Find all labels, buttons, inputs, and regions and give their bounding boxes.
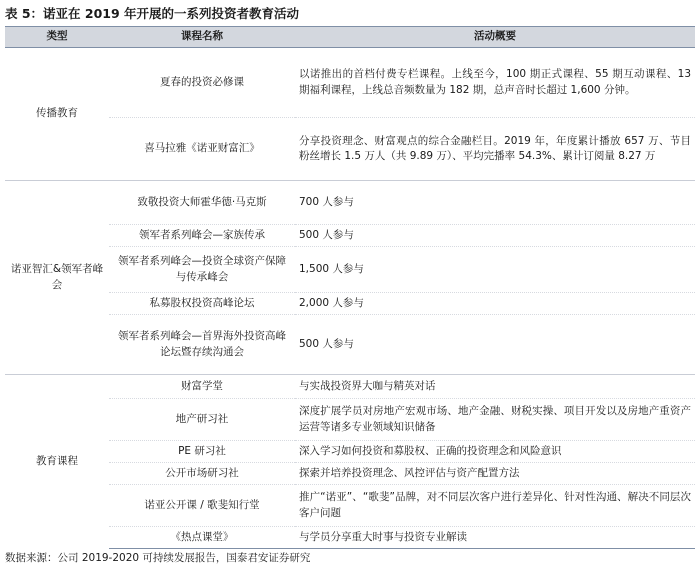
course-cell: 领军者系列峰会—首界海外投资高峰论坛暨存续沟通会 [109, 315, 295, 375]
desc-cell: 2,000 人参与 [295, 293, 695, 315]
course-cell: 致敬投资大师霍华德·马克斯 [109, 181, 295, 225]
course-cell: 地产研习社 [109, 399, 295, 441]
table-row [5, 441, 695, 463]
table-title: 表 5：诺亚在 2019 年开展的一系列投资者教育活动 [5, 6, 300, 21]
desc-cell: 500 人参与 [295, 225, 695, 247]
table-row [5, 485, 695, 527]
desc-cell: 500 人参与 [295, 315, 695, 375]
header-type: 类型 [5, 27, 109, 48]
course-cell: 财富学堂 [109, 375, 295, 399]
course-cell: 《热点课堂》 [109, 527, 295, 549]
course-cell: PE 研习社 [109, 441, 295, 463]
desc-cell: 深入学习如何投资和募股权、正确的投资理念和风险意识 [295, 441, 695, 463]
type-cell: 诺亚智汇&领军者峰会 [5, 181, 109, 375]
type-cell: 教育课程 [5, 375, 109, 549]
table-row [5, 399, 695, 441]
desc-cell: 1,500 人参与 [295, 247, 695, 293]
course-cell: 公开市场研习社 [109, 463, 295, 485]
course-cell: 领军者系列峰会—家族传承 [109, 225, 295, 247]
table-row [5, 375, 695, 399]
desc-cell: 推广“诺亚”、“歌斐”品牌，对不同层次客户进行差异化、针对性沟通、解决不同层次客户问题 [295, 485, 695, 527]
table-row [5, 527, 695, 549]
table-row [5, 315, 695, 375]
investor-education-table [5, 26, 695, 549]
desc-cell: 700 人参与 [295, 181, 695, 225]
course-cell: 领军者系列峰会—投资全球资产保障与传承峰会 [109, 247, 295, 293]
data-source-note: 数据来源：公司 2019-2020 可持续发展报告，国泰君安证券研究 [5, 552, 311, 564]
table-row [5, 463, 695, 485]
course-cell: 喜马拉雅《诺亚财富汇》 [109, 118, 295, 181]
desc-cell: 分享投资理念、财富观点的综合金融栏目。2019 年，年度累计播放 657 万、节目粉丝增长 1.5 万人（共 9.89 万）、平均完播率 54.3%、累计订阅量 8.27 万 [295, 118, 695, 181]
desc-cell: 与学员分享重大时事与投资专业解读 [295, 527, 695, 549]
table-row [5, 118, 695, 181]
desc-cell: 以诺推出的首档付费专栏课程。上线至今，100 期正式课程、55 期互动课程、13 期福利课程，上线总音频数量为 182 期，总声音时长超过 1,600 分钟。 [295, 48, 695, 118]
course-cell: 私募股权投资高峰论坛 [109, 293, 295, 315]
table-row [5, 293, 695, 315]
table-row [5, 181, 695, 225]
table-row [5, 48, 695, 118]
course-cell: 夏春的投资必修课 [109, 48, 295, 118]
table-header-row [5, 27, 695, 48]
table-row [5, 225, 695, 247]
type-cell: 传播教育 [5, 48, 109, 181]
desc-cell: 探索并培养投资理念、风控评估与资产配置方法 [295, 463, 695, 485]
desc-cell: 与实战投资界大咖与精英对话 [295, 375, 695, 399]
table-row [5, 247, 695, 293]
course-cell: 诺亚公开课 / 歌斐知行堂 [109, 485, 295, 527]
header-desc: 活动概要 [295, 27, 695, 48]
header-course: 课程名称 [109, 27, 295, 48]
desc-cell: 深度扩展学员对房地产宏观市场、地产金融、财税实操、项目开发以及房地产重资产运营等诸多专业领域知识储备 [295, 399, 695, 441]
